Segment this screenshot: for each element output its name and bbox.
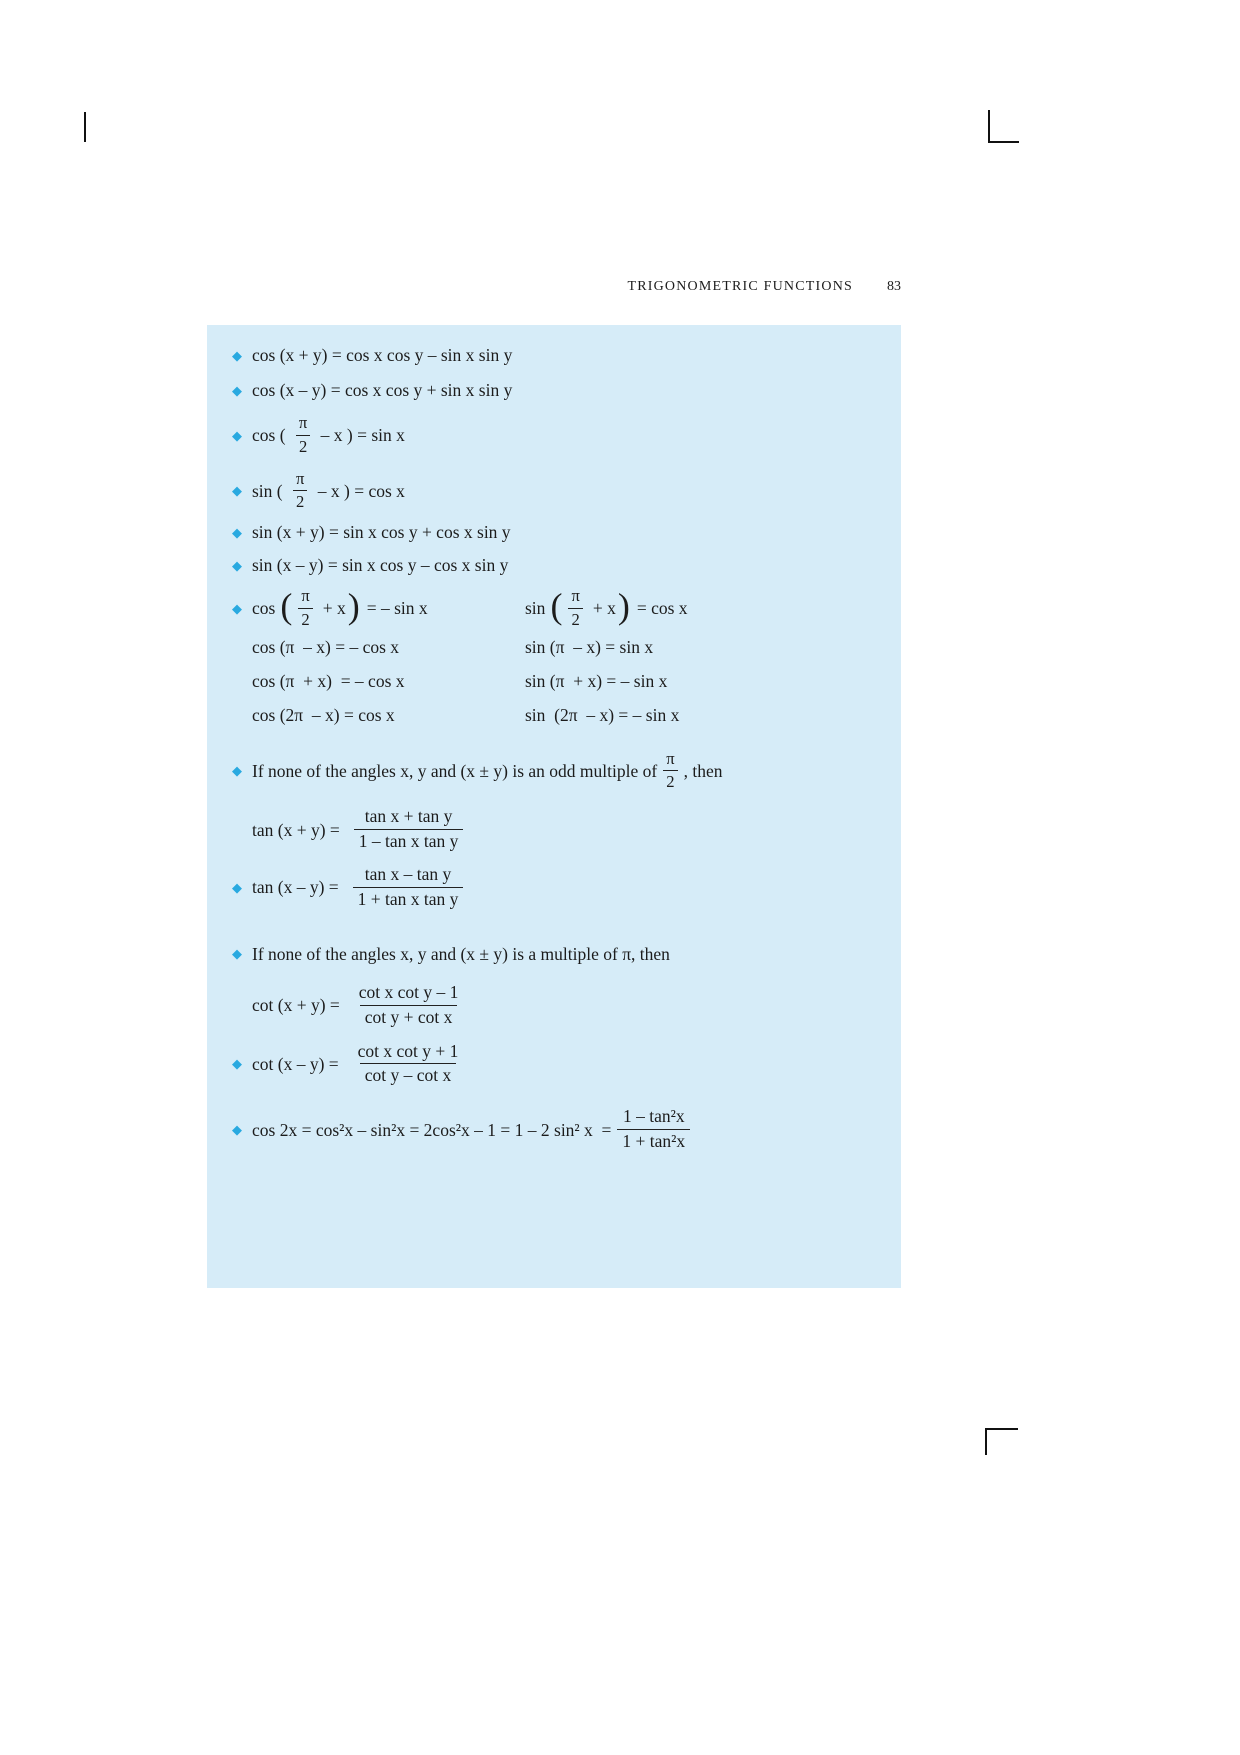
fraction-denominator: cot y + cot x [360,1005,458,1029]
fraction-denominator: 2 [568,608,582,631]
diamond-bullet-icon: ◆ [232,1056,242,1072]
fraction-numerator: cot x cot y – 1 [358,981,459,1002]
formula-row-tan-diff [232,864,883,911]
formula-text: sin (π + x) = – sin x [525,670,668,691]
formula-right-column [525,669,883,693]
formula-text: + x [322,598,346,619]
fraction-numerator: tan x – tan y [364,864,452,884]
fraction [568,586,582,631]
fraction [663,749,677,794]
formula-row-cos-2x [232,1106,883,1153]
formula-text: – x ) = sin x [316,425,405,446]
crop-mark-top-right [988,110,1019,143]
fraction-denominator: 1 – tan x tan y [354,829,464,853]
formula-row-cot-diff [232,1041,883,1088]
fraction-numerator: π [298,413,308,432]
diamond-bullet-icon: ◆ [232,763,242,779]
formula-right-column [525,635,883,659]
fraction [293,469,307,514]
diamond-bullet-icon: ◆ [232,347,242,363]
formula-text: sin (2π – x) = – sin x [525,704,680,725]
fraction-denominator: 2 [298,608,312,631]
condition-row-multiple-pi [232,942,883,966]
condition-row-odd-multiple [232,749,883,794]
diamond-bullet-icon: ◆ [232,524,242,540]
chapter-title: TRIGONOMETRIC FUNCTIONS [627,279,853,294]
fraction-numerator: π [571,586,580,606]
diamond-bullet-icon: ◆ [232,600,242,616]
formula-lhs: tan (x + y) = [252,819,340,840]
condition-text: , then [683,760,723,781]
formula-lhs: cot (x + y) = [252,995,340,1016]
formula-text: sin ( [252,480,287,501]
formula-left-column [252,586,525,631]
fraction-numerator: tan x + tan y [364,806,453,827]
fraction-numerator: π [296,468,305,488]
formula-left-column [252,669,525,693]
formula-lhs: tan (x – y) = [252,877,339,898]
fraction-denominator: 1 + tan²x [617,1129,690,1153]
condition-text: If none of the angles x, y and (x ± y) is a multiple of π, then [252,943,670,964]
formula-row-pi-minus [232,635,883,659]
formula-row-sin-sum [232,520,883,544]
left-paren: ( [280,586,293,627]
diamond-bullet-icon: ◆ [232,483,242,499]
left-paren: ( [550,586,563,627]
page-number: 83 [887,279,901,294]
fraction-numerator: π [666,748,675,768]
formula-row-cos-sum [232,343,883,367]
formula-left-column [252,703,525,727]
formula-row-cos-halfpi-minus [232,413,883,458]
formula-text: cos (π – x) = – cos x [252,636,400,657]
formula-row-2pi-minus [232,703,883,727]
diamond-bullet-icon: ◆ [232,382,242,398]
right-paren: ) [347,586,360,627]
fraction [353,864,464,911]
fraction [617,1106,690,1153]
formula-row-sin-halfpi-minus [232,469,883,514]
right-paren: ) [617,586,630,627]
fraction [298,586,312,631]
formula-right-column [525,586,883,631]
formula-row-cos-diff [232,378,883,402]
summary-box [207,325,901,1288]
formula-text: sin [525,598,546,619]
formula-row-halfpi-plus [232,586,883,631]
formula-text: sin (x + y) = sin x cos y + cos x sin y [252,522,511,543]
formula-text: cos (x – y) = cos x cos y + sin x sin y [252,380,513,400]
formula-lhs: cot (x – y) = [252,1053,339,1074]
diamond-bullet-icon: ◆ [232,427,242,443]
formula-text: cos (π + x) = – cos x [252,670,405,691]
diamond-bullet-icon: ◆ [232,946,242,962]
fraction-denominator: 2 [293,490,307,513]
formula-text: cos (2π – x) = cos x [252,704,395,725]
condition-text: If none of the angles x, y and (x ± y) is an odd multiple of [252,760,658,781]
fraction-denominator: 1 + tan x tan y [353,887,464,911]
formula-row-pi-plus [232,669,883,693]
formula-row-cot-sum [232,982,883,1029]
formula-text: cos 2x = cos²x – sin²x = 2cos²x – 1 = 1 – 2 sin² x = [252,1119,612,1140]
fraction [354,806,464,853]
formula-text: cos (x + y) = cos x cos y – sin x sin y [252,345,513,365]
formula-left-column [252,635,525,659]
formula-text: = – sin x [366,598,428,619]
fraction [296,413,310,458]
fraction-numerator: 1 – tan²x [622,1106,685,1127]
running-head [207,279,901,295]
crop-mark-top-left [84,112,86,142]
formula-text: = cos x [636,598,688,619]
crop-mark-bottom-right [985,1428,1018,1455]
formula-text: cos ( [252,425,290,446]
formula-text: cos [252,598,276,619]
formula-text: sin (π – x) = sin x [525,636,654,657]
formula-text: sin (x – y) = sin x cos y – cos x sin y [252,555,509,576]
fraction-denominator: cot y – cot x [360,1063,457,1087]
formula-text: + x [592,598,616,619]
fraction-denominator: 2 [663,770,677,793]
diamond-bullet-icon: ◆ [232,1122,242,1138]
fraction-numerator: cot x cot y + 1 [357,1040,459,1061]
formula-text: – x ) = cos x [313,480,405,501]
formula-row-tan-sum [232,806,883,853]
fraction-numerator: π [301,586,310,606]
diamond-bullet-icon: ◆ [232,557,242,573]
fraction [354,982,464,1029]
formula-right-column [525,703,883,727]
diamond-bullet-icon: ◆ [232,879,242,895]
formula-row-sin-diff [232,553,883,577]
fraction [353,1041,464,1088]
fraction-denominator: 2 [296,435,310,458]
